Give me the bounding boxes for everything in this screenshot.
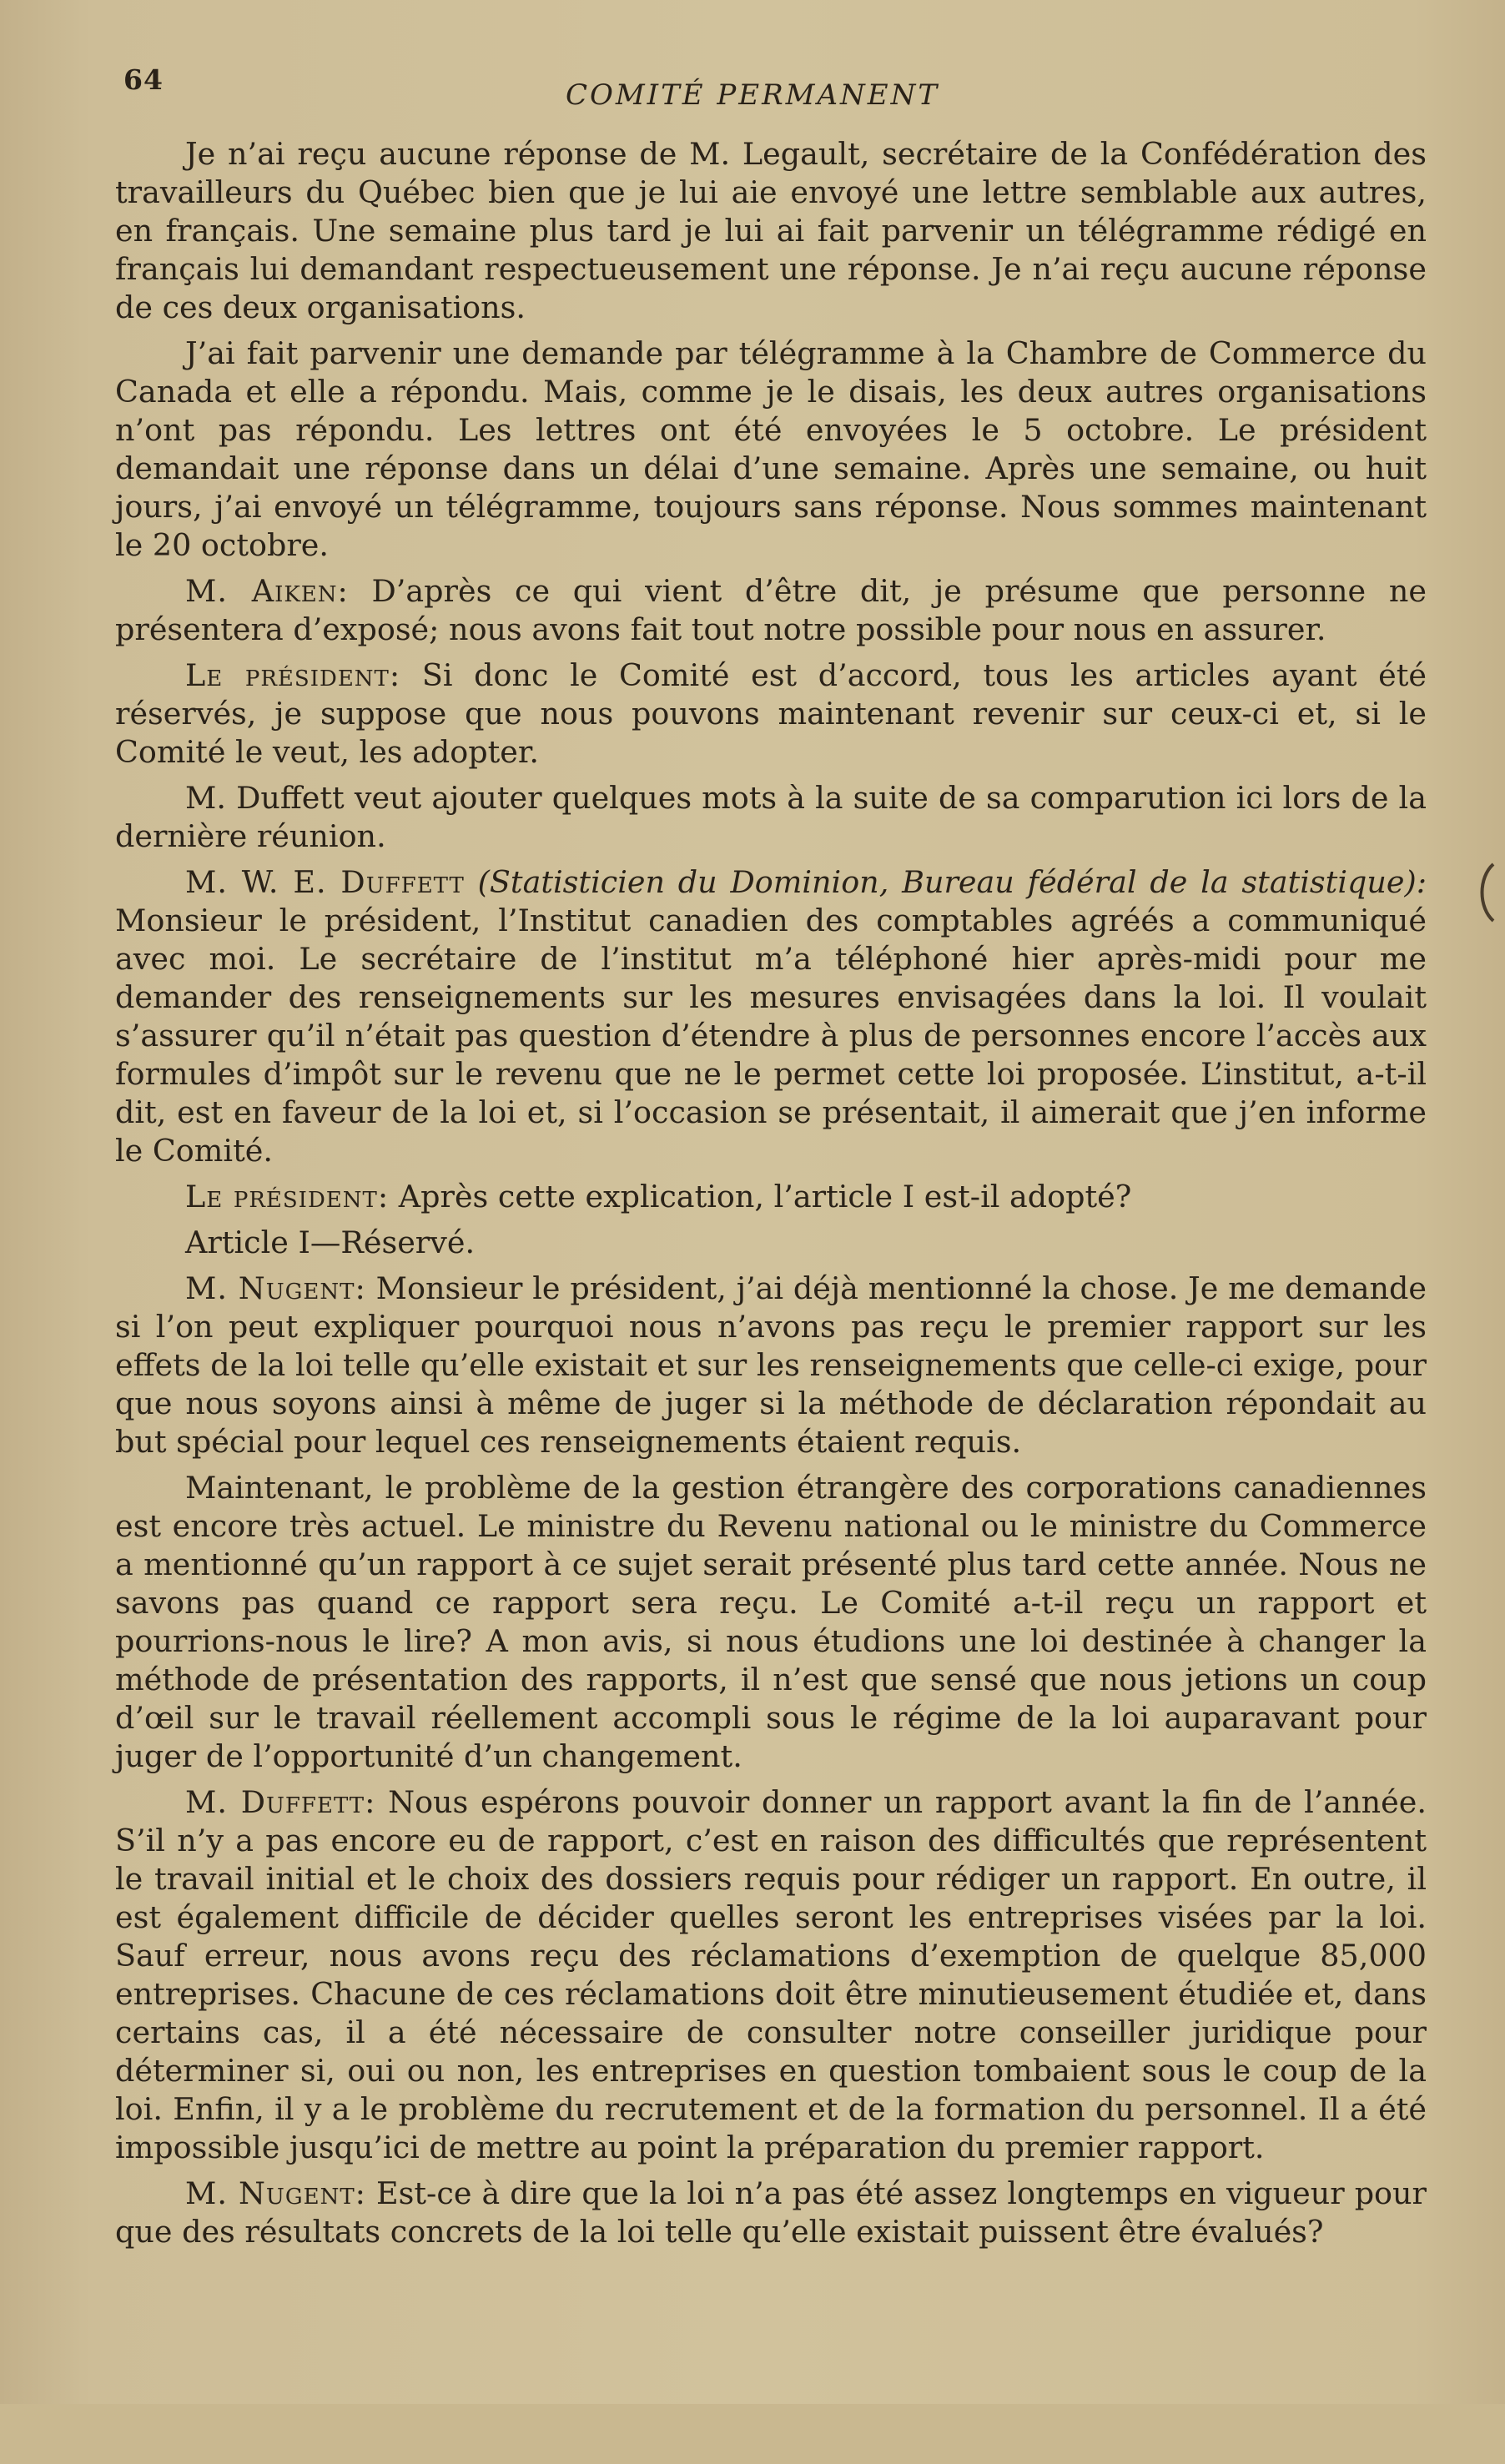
speaker-name: M. W. E. Duffett	[185, 864, 465, 900]
speaker-name: M. Aiken:	[185, 573, 349, 609]
speaker-name: Le président:	[185, 1179, 390, 1214]
paragraph	[115, 656, 1427, 772]
speaker-name: M. Duffett:	[185, 1784, 376, 1820]
paragraph-text: D’après ce qui vient d’être dit, je présume que personne ne présentera d’exposé; nous avons fait tout notre possible pour nous en assurer.	[115, 573, 1427, 647]
page-number: 64	[123, 63, 164, 96]
paragraph-text: J’ai fait parvenir une demande par télégramme à la Chambre de Commerce du Canada et elle a répondu. Mais, comme je le disais, les deux autres organisations n’ont pas répondu. Les lettres ont été envoyées le 5 octobre. Le président demandait une réponse dans un délai d’une semaine. Après une semaine, ou huit jours, j’ai envoyé un télégramme, toujours sans réponse. Nous sommes maintenant le 20 octobre.	[115, 335, 1427, 563]
paragraph-text: Si donc le Comité est d’accord, tous les articles ayant été réservés, je suppose que nous pouvons maintenant revenir sur ceux-ci et, si le Comité le veut, les adopter.	[115, 657, 1427, 770]
speaker-name: M. Nugent:	[185, 1270, 366, 1306]
paragraph	[115, 779, 1427, 856]
margin-bracket-mark	[1472, 2386, 1502, 2402]
paragraph-text: Article I—Réservé.	[185, 1224, 476, 1260]
paragraph-text: M. Duffett veut ajouter quelques mots à la suite de sa comparution ici lors de la dernière réunion.	[115, 780, 1427, 854]
body-text	[115, 135, 1427, 2259]
paragraph	[115, 135, 1427, 327]
running-title: COMITÉ PERMANENT	[565, 78, 940, 112]
speaker-name: Le président:	[185, 657, 401, 693]
paragraph	[115, 2175, 1427, 2251]
paragraph	[115, 1178, 1427, 1216]
paragraph	[115, 1469, 1427, 1776]
visible-margin-paren-icon	[1472, 859, 1502, 926]
paragraph	[115, 572, 1427, 649]
paragraph-text: Est-ce à dire que la loi n’a pas été assez longtemps en vigueur pour que des résultats concrets de la loi telle qu’elle existait puissent être évalués?	[115, 2175, 1427, 2250]
paragraph-text: Monsieur le président, j’ai déjà mentionné la chose. Je me demande si l’on peut expliquer pourquoi nous n’avons pas reçu le premier rapport sur les effets de la loi telle qu’elle existait et sur les renseignements que celle-ci exige, pour que nous soyons ainsi à même de juger si la méthode de déclaration répondait au but spécial pour lequel ces renseignements étaient requis.	[115, 1270, 1427, 1460]
speaker-name: M. Nugent:	[185, 2175, 366, 2211]
margin-bracket-mark	[1478, 2406, 1495, 2464]
paragraph-text: Nous espérons pouvoir donner un rapport avant la fin de l’année. S’il n’y a pas encore eu de rapport, c’est en raison des difficultés que représentent le travail initial et le choix des dossiers requis pour rédiger un rapport. En outre, il est également difficile de décider quelles seront les entreprises visées par la loi. Sauf erreur, nous avons reçu des réclamations d’exemption de quelque 85,000 entreprises. Chacune de ces réclamations doit être minutieusement étudiée et, dans certains cas, il a été nécessaire de consulter notre conseiller juridique pour déterminer si, oui ou non, les entreprises en question tombaient sous le coup de la loi. Enfin, il y a le problème du recrutement et de la formation du personnel. Il a été impossible jusqu’ici de mettre au point la préparation du premier rapport.	[115, 1784, 1427, 2165]
paragraph-text: Je n’ai reçu aucune réponse de M. Legault, secrétaire de la Confédération des travailleurs du Québec bien que je lui aie envoyé une lettre semblable aux autres, en français. Une semaine plus tard je lui ai fait parvenir un télégramme rédigé en français lui demandant respectueusement une réponse. Je n’ai reçu aucune réponse de ces deux organisations.	[115, 136, 1427, 325]
paragraph-text: Maintenant, le problème de la gestion étrangère des corporations canadiennes est encore très actuel. Le ministre du Revenu national ou le ministre du Commerce a mentionné qu’un rapport à ce sujet serait présenté plus tard cette année. Nous ne savons pas quand ce rapport sera reçu. Le Comité a-t-il reçu un rapport et pourrions-nous le lire? A mon avis, si nous étudions une loi destinée à changer la méthode de présentation des rapports, il n’est que sensé que nous jetions un coup d’œil sur le travail réellement accompli sous le régime de la loi auparavant pour juger de l’opportunité d’un changement.	[115, 1470, 1427, 1774]
paragraph	[115, 1224, 1427, 1262]
paragraph-text: Monsieur le président, l’Institut canadien des comptables agréés a communiqué avec moi. Le secrétaire de l’institut m’a téléphoné hier après-midi pour me demander des renseignements sur les mesures envisagées dans la loi. Il voulait s’assurer qu’il n’était pas question d’étendre à plus de personnes encore l’accès aux formules d’impôt sur le revenu que ne le permet cette loi proposée. L’institut, a-t-il dit, est en faveur de la loi et, si l’occasion se présentait, il aimerait que j’en informe le Comité.	[115, 903, 1427, 1169]
paragraph-text: Après cette explication, l’article I est-il adopté?	[398, 1179, 1132, 1214]
speaker-title: (Statisticien du Dominion, Bureau fédéral de la statistique):	[477, 864, 1427, 900]
paragraph	[115, 334, 1427, 565]
paragraph	[115, 1270, 1427, 1461]
paragraph	[115, 863, 1427, 1170]
paragraph	[115, 1783, 1427, 2167]
